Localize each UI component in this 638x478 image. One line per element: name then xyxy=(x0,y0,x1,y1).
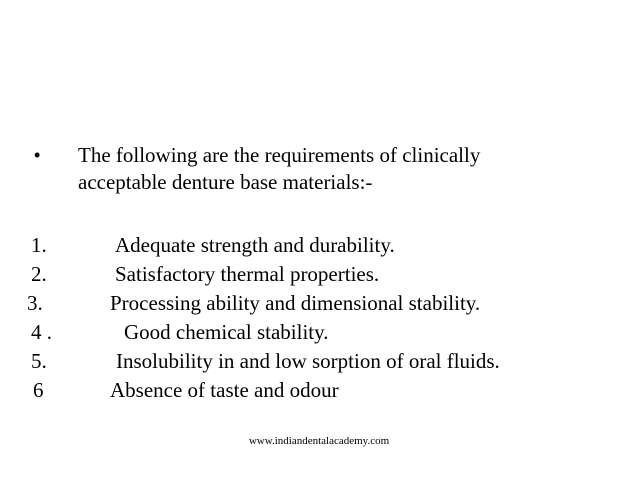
item-number: 2. xyxy=(31,262,47,286)
item-text: Adequate strength and durability. xyxy=(115,233,395,257)
list-item xyxy=(0,261,638,290)
item-number: 5. xyxy=(31,349,47,373)
item-text: Satisfactory thermal properties. xyxy=(115,262,380,286)
item-number: 3. xyxy=(27,291,43,315)
item-number: 1. xyxy=(31,233,47,257)
intro-line-2: acceptable denture base materials:- xyxy=(78,170,373,194)
list-item xyxy=(0,377,638,406)
bullet-icon: • xyxy=(34,145,41,165)
item-text: Insolubility in and low sorption of oral fluids. xyxy=(116,349,500,373)
item-number: 6 xyxy=(33,378,44,402)
footer-url: www.indiandentalacademy.com xyxy=(248,435,390,447)
list-item xyxy=(0,290,638,319)
intro-line-1: The following are the requirements of clinically xyxy=(78,143,481,167)
list-item xyxy=(0,232,638,261)
item-text: Good chemical stability. xyxy=(124,320,329,344)
intro-text xyxy=(78,142,614,196)
intro-bullet xyxy=(34,142,614,196)
item-number: 4 . xyxy=(31,320,52,344)
item-text: Processing ability and dimensional stability. xyxy=(110,291,481,315)
list-item xyxy=(0,348,638,377)
item-text: Absence of taste and odour xyxy=(110,378,339,402)
requirements-list xyxy=(0,232,638,406)
list-item xyxy=(0,319,638,348)
